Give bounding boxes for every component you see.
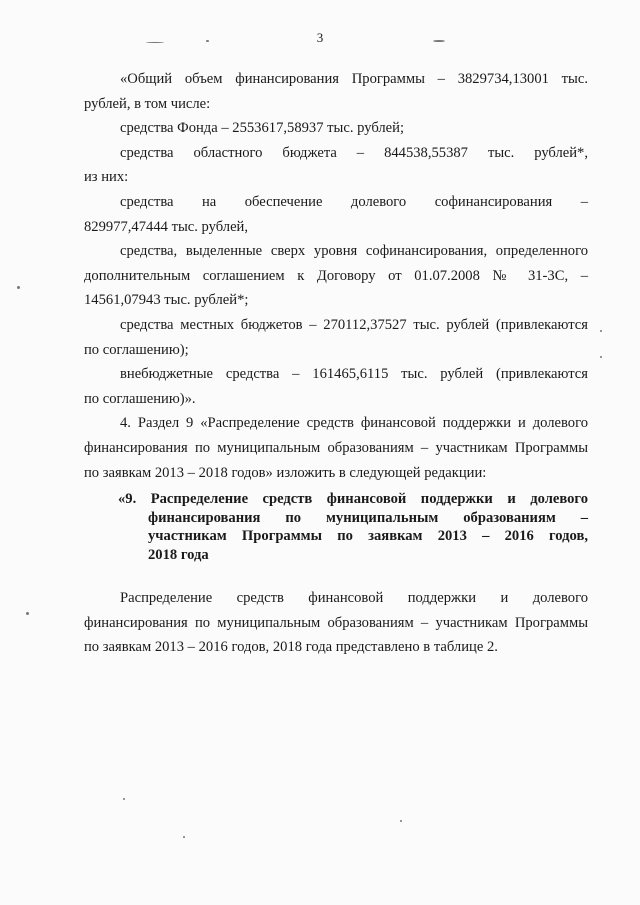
extrabudgetary-line2: по соглашению)».	[84, 390, 196, 407]
scan-speck	[400, 820, 402, 822]
scan-speck	[26, 612, 29, 615]
scan-speck	[183, 836, 185, 838]
page-number: 3	[316, 30, 324, 45]
section-change-line3: по заявкам 2013 – 2018 годов» изложить в следующей редакции:	[84, 464, 487, 481]
above-level-line3: 14561,07943 тыс. рублей*;	[84, 292, 249, 309]
cofinancing-line2: 829977,47444 тыс. рублей,	[84, 218, 249, 235]
fund-means: средства Фонда – 2553617,58937 тыс. рублей;	[120, 120, 405, 137]
funding-total-line2: рублей, в том числе:	[84, 95, 211, 112]
regional-budget-line2: из них:	[84, 169, 129, 186]
section-change-line1: 4. Раздел 9 «Распределение средств финансовой поддержки и долевого	[120, 415, 588, 432]
local-budgets-line2: по соглашению);	[84, 341, 189, 358]
scan-speck	[600, 330, 602, 332]
distribution-line3: по заявкам 2013 – 2016 годов, 2018 года представлено в таблице 2.	[84, 639, 498, 656]
document-body	[84, 67, 588, 660]
heading-line3: участникам Программы по заявкам 2013 – 2016 годов,	[148, 528, 588, 545]
section-change-line2: финансирования по муниципальным образованиям – участникам Программы	[84, 439, 588, 456]
distribution-line1: Распределение средств финансовой поддержки и долевого	[120, 590, 588, 607]
above-level-line2: дополнительным соглашением к Договору от 01.07.2008 № 31-3С, –	[84, 267, 588, 284]
local-budgets-line1: средства местных бюджетов – 270112,37527 тыс. рублей (привлекаются	[120, 316, 588, 333]
scan-speck	[17, 286, 20, 289]
above-level-line1: средства, выделенные сверх уровня софинансирования, определенного	[120, 243, 588, 260]
heading-line2: финансирования по муниципальным образованиям –	[148, 509, 588, 526]
scan-speck	[123, 798, 125, 800]
cofinancing-line1: средства на обеспечение долевого софинансирования –	[120, 193, 588, 210]
heading-line4: 2018 года	[148, 546, 209, 563]
scan-speck	[146, 42, 164, 43]
scan-speck	[600, 356, 602, 358]
regional-budget-line1: средства областного бюджета – 844538,55387 тыс. рублей*,	[120, 144, 588, 161]
section-9-heading	[118, 490, 588, 564]
scan-speck	[206, 40, 209, 42]
scan-speck	[433, 40, 445, 42]
distribution-line2: финансирования по муниципальным образованиям – участникам Программы	[84, 614, 588, 631]
funding-total-line1: «Общий объем финансирования Программы – 3829734,13001 тыс.	[120, 71, 588, 87]
heading-line1: «9. Распределение средств финансовой поддержки и долевого	[118, 491, 588, 508]
extrabudgetary-line1: внебюджетные средства – 161465,6115 тыс. рублей (привлекаются	[120, 366, 588, 383]
